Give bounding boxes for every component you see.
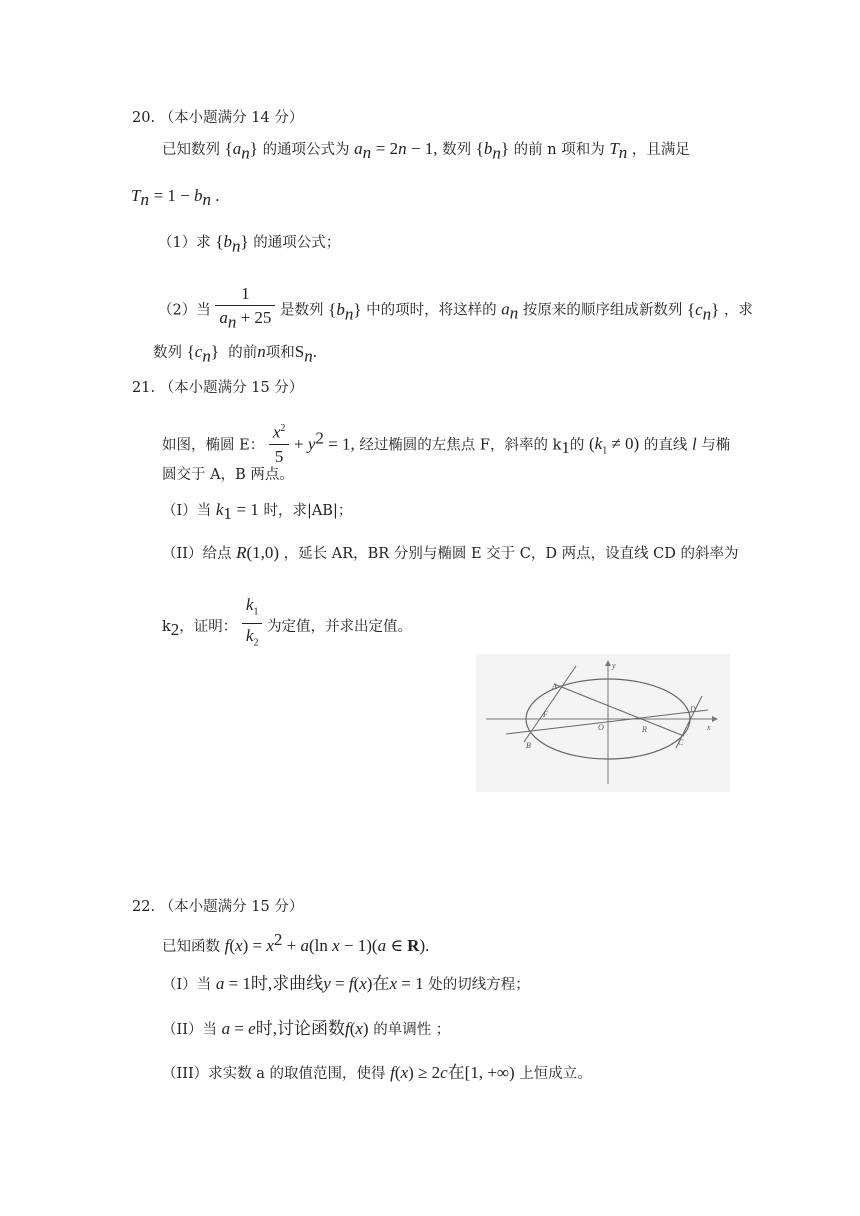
q20-intro-text-1: 已知数列 (162, 142, 220, 158)
q22-part1: （I）当 a = 1时,求曲线y = f(x)在x = 1 处的切线方程； (162, 974, 530, 993)
q21-part2-line2-b: ，证明： (179, 618, 238, 635)
q22-part3-text: 上恒成立。 (519, 1066, 592, 1082)
q22-part2-text: 的单调性 ； (373, 1022, 451, 1038)
q20-intro-text-5: ，且满足 (631, 142, 690, 158)
q20-part2-line2-c: 项和 (265, 345, 295, 361)
q20-part2-text-c: 按原来的顺序组成新数列 (522, 302, 683, 319)
x-axis-arrow-icon (712, 716, 718, 722)
q20-header: 20. （本小题满分 14 分） (132, 110, 304, 126)
q21-intro-line2: 圆交于 A，B 两点。 (162, 467, 294, 483)
q21-ellipse-fraction: $\frac{x^2}{5}$ (269, 418, 290, 469)
q21-part1-label: （I）当 (162, 503, 212, 519)
q21-part1-text: 时，求|AB|； (263, 503, 353, 519)
q22-header: 22. （本小题满分 15 分） (132, 899, 304, 915)
q20-condition: $T_n = 1 - b_n$ . (131, 186, 220, 209)
q20-intro-text-3: 数列 (442, 142, 472, 158)
q22-part3-label: （III）求实数 a 的取值范围，使得 (162, 1066, 386, 1082)
q21-intro-text-5: 与椭 (701, 437, 731, 454)
q20-part2-text-d: ，求 (723, 302, 753, 319)
q20-part1-text: 的通项公式； (253, 235, 341, 251)
q22-part2-label: （II）当 (162, 1022, 217, 1038)
q22-intro: 已知函数 $f(x) = x^2 + a(\ln$ x − 1)(a ∈ R). (162, 930, 430, 955)
label-x: x (707, 723, 711, 732)
q21-intro-text-4: 的直线 (643, 437, 688, 454)
q20-intro-text-4: 的前 n 项和为 (513, 142, 605, 158)
label-y: y (612, 661, 616, 670)
q21-header: 21. （本小题满分 15 分） (132, 380, 304, 396)
q21-intro-text-3: 的 (569, 437, 585, 454)
label-b: B (526, 741, 531, 750)
q20-intro-text-2: 的通项公式为 (262, 142, 350, 158)
line-bd (506, 710, 708, 734)
q21-intro: 如图，椭圆 E： $\frac{x^2}{5}$ + $y^2 = 1$, 经过椭圆的左焦点 F，斜率的 $k_1$的 $(k_1 \ne 0)$ 的直线 l 与椭 (162, 420, 730, 471)
q20-part2-text-b: 中的项时，将这样的 (366, 302, 497, 319)
q22-part2: （II）当 a = e时,讨论函数f(x) 的单调性 ； (162, 1019, 451, 1038)
q21-part2-line2-c: 为定值，并求出定值。 (267, 618, 413, 635)
q20-part2-line2-b: 的前 (228, 345, 258, 361)
q21-intro-text-1: 如图，椭圆 E： (162, 437, 265, 454)
q21-ratio-fraction: $\frac{k_1}{k_2}$ (242, 594, 263, 656)
q21-part2-line2: $k_2$，证明： $\frac{k_1}{k_2}$ 为定值，并求出定值。 (162, 596, 412, 658)
q22-part1-label: （I）当 (162, 977, 212, 993)
label-c: C (678, 738, 684, 747)
q21-part2-text: ，延长 AR，BR 分别与椭圆 E 交于 C，D 两点，设直线 CD 的斜率为 (283, 546, 739, 562)
q20-part2-line2: 数列 $\{c_n\}$ 的前n项和$S_n$. (153, 342, 317, 366)
q21-intro-text-2: 经过椭圆的左焦点 F，斜率的 k (359, 437, 562, 454)
y-axis-arrow-icon (605, 660, 611, 666)
q21-part2-label: （II）给点 (162, 546, 232, 562)
q20-part1-label: （1）求 (158, 235, 211, 251)
q21-part2: （II）给点 R(1,0) ，延长 AR，BR 分别与椭圆 E 交于 C，D 两点，设直线 CD 的斜率为 (162, 543, 739, 562)
label-f: F (543, 710, 548, 719)
q20-part1: （1）求 $\{b_n\}$ 的通项公式； (158, 232, 341, 256)
line-ac (554, 684, 684, 736)
q22-part1-text: 处的切线方程； (428, 977, 530, 993)
label-a: A (552, 682, 557, 691)
label-o: O (598, 723, 604, 732)
q22-intro-text: 已知函数 (162, 938, 220, 955)
q20-part2-line2-a: 数列 (153, 345, 182, 361)
label-r: R (642, 725, 647, 734)
q21-part2-line2-a: k (162, 618, 171, 635)
label-d: D (690, 705, 696, 714)
q20-part2-label: （2）当 (158, 302, 211, 319)
q20-intro: 已知数列 $\{a_n\}$ 的通项公式为 $a_n = 2n - 1$, 数列 $\{b_n\}$ 的前 n 项和为 $T_n$ ，且满足 (162, 139, 690, 163)
q21-part1: （I）当 $k_1 = 1$ 时，求|AB|； (162, 500, 353, 523)
ellipse-figure (476, 654, 730, 792)
q20-part2: （2）当 $\frac{1}{a_n + 25}$ 是数列 $\{b_n\}$ 中的项时，将这样的 $a_n$ 按原来的顺序组成新数列 $\{c_n\}$ ，求 (158, 285, 753, 336)
q22-part3: （III）求实数 a 的取值范围，使得 f(x) ≥ 2c在[1, +∞) 上恒成立。 (162, 1063, 592, 1082)
q20-fraction: $\frac{1}{a_n + 25}$ (215, 283, 275, 334)
q20-part2-text-a: 是数列 (280, 302, 324, 319)
